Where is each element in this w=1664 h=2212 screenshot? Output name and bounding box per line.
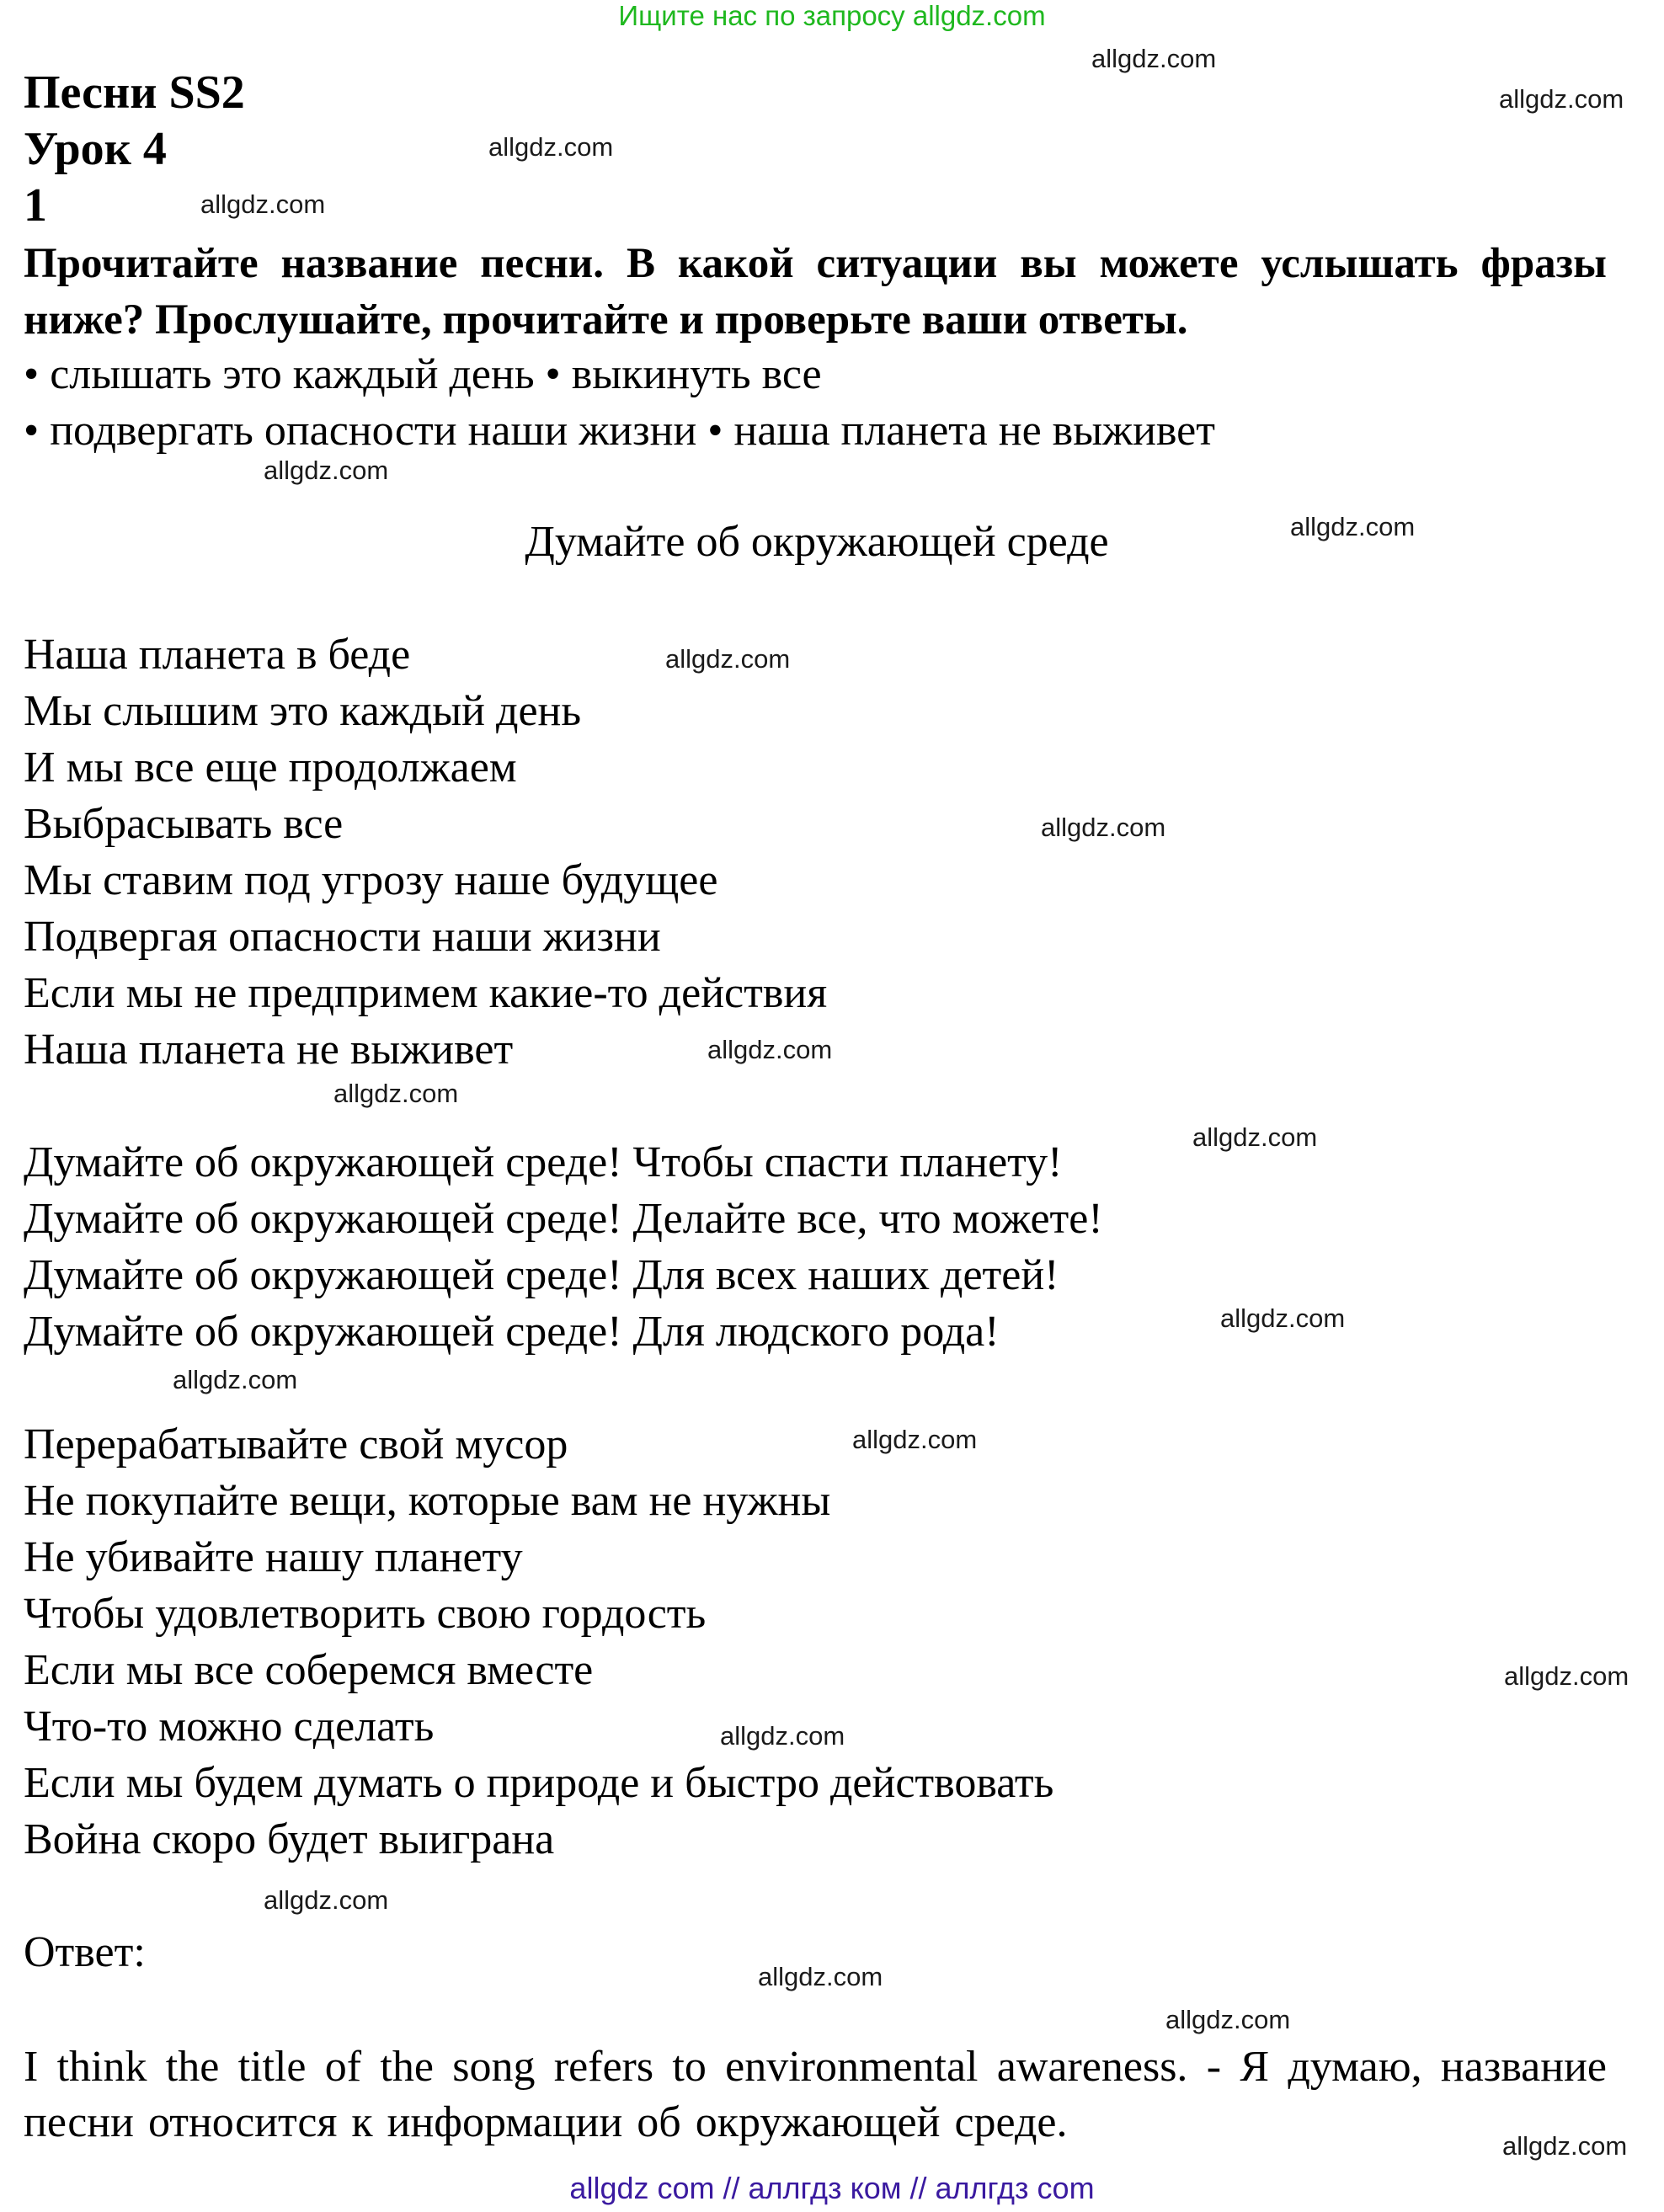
verse2-line: Что-то можно сделать [24,1703,435,1751]
watermark: allgdz.com [1192,1122,1318,1152]
verse1-line: Наша планета не выживет [24,1026,514,1074]
watermark: allgdz.com [1041,813,1166,842]
watermark: allgdz.com [852,1425,978,1454]
watermark: allgdz.com [264,456,389,485]
watermark: allgdz.com [1220,1303,1346,1333]
watermark: allgdz.com [488,132,614,162]
page-title: Песни SS2 [24,67,245,119]
watermark: allgdz.com [1499,84,1624,114]
watermark: allgdz.com [720,1721,845,1751]
chorus-line: Думайте об окружающей среде! Чтобы спасти планету! [24,1138,1063,1186]
watermark: allgdz.com [758,1962,883,1991]
watermark: allgdz.com [1502,2131,1628,2161]
exercise-number: 1 [24,179,47,232]
answer-label: Ответ: [24,1928,146,1976]
chorus-line: Думайте об окружающей среде! Для людского рода! [24,1308,1000,1356]
watermark: allgdz.com [1290,512,1416,541]
verse2-line: Если мы будем думать о природе и быстро действовать [24,1759,1054,1807]
watermark: allgdz.com [1165,2005,1291,2034]
chorus-line: Думайте об окружающей среде! Делайте все, что можете! [24,1195,1103,1243]
verse1-line: И мы все еще продолжаем [24,744,517,792]
watermark: allgdz.com [173,1365,298,1394]
chorus-line: Думайте об окружающей среде! Для всех наших детей! [24,1251,1059,1299]
verse1-line: Если мы не предпримем какие-то действия [24,969,828,1017]
watermark: allgdz.com [665,644,791,674]
task-instruction: Прочитайте название песни. В какой ситуации вы можете услышать фразы ниже? Прослушайте, прочитайте и проверьте ваши ответы. [24,240,1607,344]
answer-text: I think the title of the song refers to environmental awareness. - Я думаю, название песни относится к информации об окружающей среде. [24,2043,1607,2146]
footer-links[interactable]: allgdz com // аллгдз ком // аллгдз com [569,2171,1095,2205]
watermark: allgdz.com [1504,1661,1629,1691]
watermark: allgdz.com [200,189,326,219]
verse2-line: Перерабатывайте свой мусор [24,1420,568,1468]
verse1-line: Мы ставим под угрозу наше будущее [24,856,718,904]
watermark: allgdz.com [333,1079,459,1108]
lesson-heading: Урок 4 [24,123,167,175]
verse2-line: Не убивайте нашу планету [24,1533,523,1581]
verse2-line: Война скоро будет выиграна [24,1815,555,1863]
top-banner-link[interactable]: Ищите нас по запросу allgdz.com [618,0,1046,31]
verse2-line: Чтобы удовлетворить свою гордость [24,1590,707,1638]
verse1-line: Наша планета в беде [24,631,411,679]
verse1-line: Мы слышим это каждый день [24,687,582,735]
verse1-line: Подвергая опасности наши жизни [24,913,661,961]
verse1-line: Выбрасывать все [24,800,344,848]
song-title: Думайте об окружающей среде [525,518,1109,566]
watermark: allgdz.com [264,1885,389,1915]
verse2-line: Если мы все соберемся вместе [24,1646,594,1694]
phrases-line-1: • слышать это каждый день • выкинуть все [24,350,822,398]
phrases-line-2: • подвергать опасности наши жизни • наша планета не выживет [24,407,1215,455]
watermark: allgdz.com [1091,44,1217,73]
watermark: allgdz.com [707,1035,833,1064]
verse2-line: Не покупайте вещи, которые вам не нужны [24,1477,831,1525]
